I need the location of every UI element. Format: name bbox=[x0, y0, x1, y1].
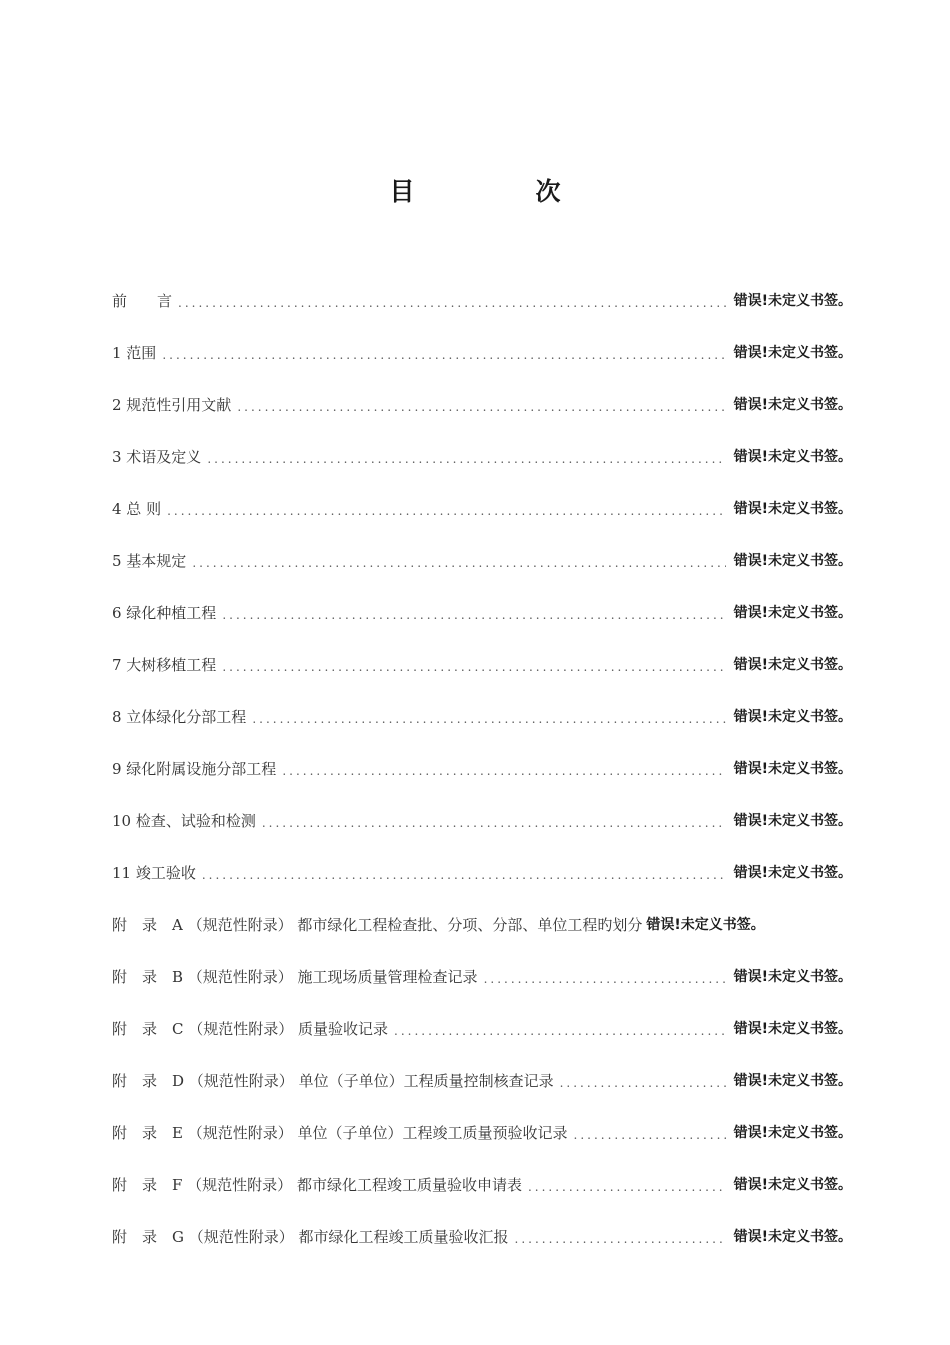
toc-entry-page: 错误!未定义书签。 bbox=[733, 1125, 852, 1141]
toc-entry-page: 错误!未定义书签。 bbox=[733, 969, 852, 985]
toc-entry-label: 附 录 A （规范性附录） 都市绿化工程检查批、分项、分部、单位工程旳划分 bbox=[112, 916, 643, 934]
toc-entry-page: 错误!未定义书签。 bbox=[646, 917, 765, 933]
toc-entry-appendix-b[interactable] bbox=[112, 944, 852, 996]
toc-leader-dots bbox=[515, 1231, 726, 1247]
toc-leader-dots bbox=[262, 815, 726, 831]
toc-entry-appendix-a[interactable] bbox=[112, 892, 852, 944]
toc-entry-page: 错误!未定义书签。 bbox=[733, 501, 852, 517]
toc-entry-planting[interactable] bbox=[112, 580, 852, 632]
toc-entry-general[interactable] bbox=[112, 476, 852, 528]
toc-entry-scope[interactable] bbox=[112, 320, 852, 372]
toc-entry-label: 附 录 B （规范性附录） 施工现场质量管理检查记录 bbox=[112, 968, 478, 986]
toc-entry-page: 错误!未定义书签。 bbox=[733, 813, 852, 829]
toc-leader-dots bbox=[252, 711, 725, 727]
page-title: 目 次 bbox=[389, 177, 609, 206]
toc-entry-page: 错误!未定义书签。 bbox=[733, 553, 852, 569]
toc-entry-appendix-c[interactable] bbox=[112, 996, 852, 1048]
toc-entry-page: 错误!未定义书签。 bbox=[733, 709, 852, 725]
toc-entry-page: 错误!未定义书签。 bbox=[733, 293, 852, 309]
toc-entry-page: 错误!未定义书签。 bbox=[733, 1177, 852, 1193]
toc-entry-label: 6 绿化种植工程 bbox=[112, 604, 217, 622]
toc-leader-dots bbox=[202, 867, 726, 883]
toc-entry-label: 3 术语及定义 bbox=[112, 448, 202, 466]
toc-entry-label: 附 录 F （规范性附录） 都市绿化工程竣工质量验收申请表 bbox=[112, 1176, 522, 1194]
toc-leader-dots bbox=[167, 503, 726, 519]
toc-entry-label: 1 范围 bbox=[112, 344, 157, 362]
toc-entry-label: 附 录 E （规范性附录） 单位（子单位）工程竣工质量预验收记录 bbox=[112, 1124, 568, 1142]
toc-entry-page: 错误!未定义书签。 bbox=[733, 1021, 852, 1037]
toc-entry-label: 9 绿化附属设施分部工程 bbox=[112, 760, 277, 778]
toc-entry-page: 错误!未定义书签。 bbox=[733, 761, 852, 777]
toc-entry-preface[interactable] bbox=[112, 268, 852, 320]
toc-entry-appendix-e[interactable] bbox=[112, 1100, 852, 1152]
toc-entry-basic-rules[interactable] bbox=[112, 528, 852, 580]
toc-entry-page: 错误!未定义书签。 bbox=[733, 657, 852, 673]
toc-entry-terms[interactable] bbox=[112, 424, 852, 476]
toc-entry-vertical-greening[interactable] bbox=[112, 684, 852, 736]
toc-leader-dots bbox=[394, 1023, 726, 1039]
toc-entry-page: 错误!未定义书签。 bbox=[733, 449, 852, 465]
toc-entry-page: 错误!未定义书签。 bbox=[733, 1229, 852, 1245]
toc-entry-label: 7 大树移植工程 bbox=[112, 656, 217, 674]
toc-leader-dots bbox=[178, 295, 726, 311]
toc-entry-label: 附 录 D （规范性附录） 单位（子单位）工程质量控制核查记录 bbox=[112, 1072, 554, 1090]
toc-entry-appendix-d[interactable] bbox=[112, 1048, 852, 1100]
toc-leader-dots bbox=[162, 347, 725, 363]
toc-entry-facilities[interactable] bbox=[112, 736, 852, 788]
toc-leader-dots bbox=[207, 451, 725, 467]
toc-entry-tree-transplant[interactable] bbox=[112, 632, 852, 684]
toc-leader-dots bbox=[528, 1179, 726, 1195]
toc-leader-dots bbox=[560, 1075, 726, 1091]
toc-leader-dots bbox=[222, 607, 725, 623]
toc-entry-label: 附 录 G （规范性附录） 都市绿化工程竣工质量验收汇报 bbox=[112, 1228, 509, 1246]
toc-leader-dots bbox=[222, 659, 725, 675]
toc-entry-label: 8 立体绿化分部工程 bbox=[112, 708, 247, 726]
toc-entry-label: 2 规范性引用文献 bbox=[112, 396, 232, 414]
toc-entry-normative-references[interactable] bbox=[112, 372, 852, 424]
table-of-contents bbox=[112, 268, 852, 1256]
toc-leader-dots bbox=[282, 763, 725, 779]
toc-entry-label: 10 检查、试验和检测 bbox=[112, 812, 256, 830]
toc-entry-label: 4 总 则 bbox=[112, 500, 162, 518]
toc-entry-acceptance[interactable] bbox=[112, 840, 852, 892]
toc-leader-dots bbox=[574, 1127, 726, 1143]
toc-leader-dots bbox=[192, 555, 725, 571]
toc-entry-page: 错误!未定义书签。 bbox=[733, 605, 852, 621]
toc-entry-appendix-f[interactable] bbox=[112, 1152, 852, 1204]
toc-entry-label: 附 录 C （规范性附录） 质量验收记录 bbox=[112, 1020, 389, 1038]
toc-leader-dots bbox=[484, 971, 726, 987]
toc-entry-label: 前 言 bbox=[112, 292, 173, 310]
toc-entry-page: 错误!未定义书签。 bbox=[733, 345, 852, 361]
toc-entry-inspection[interactable] bbox=[112, 788, 852, 840]
toc-entry-appendix-g[interactable] bbox=[112, 1204, 852, 1256]
toc-entry-page: 错误!未定义书签。 bbox=[733, 865, 852, 881]
toc-entry-page: 错误!未定义书签。 bbox=[733, 1073, 852, 1089]
toc-leader-dots bbox=[237, 399, 725, 415]
toc-entry-page: 错误!未定义书签。 bbox=[733, 397, 852, 413]
toc-entry-label: 5 基本规定 bbox=[112, 552, 187, 570]
toc-entry-label: 11 竣工验收 bbox=[112, 864, 196, 882]
